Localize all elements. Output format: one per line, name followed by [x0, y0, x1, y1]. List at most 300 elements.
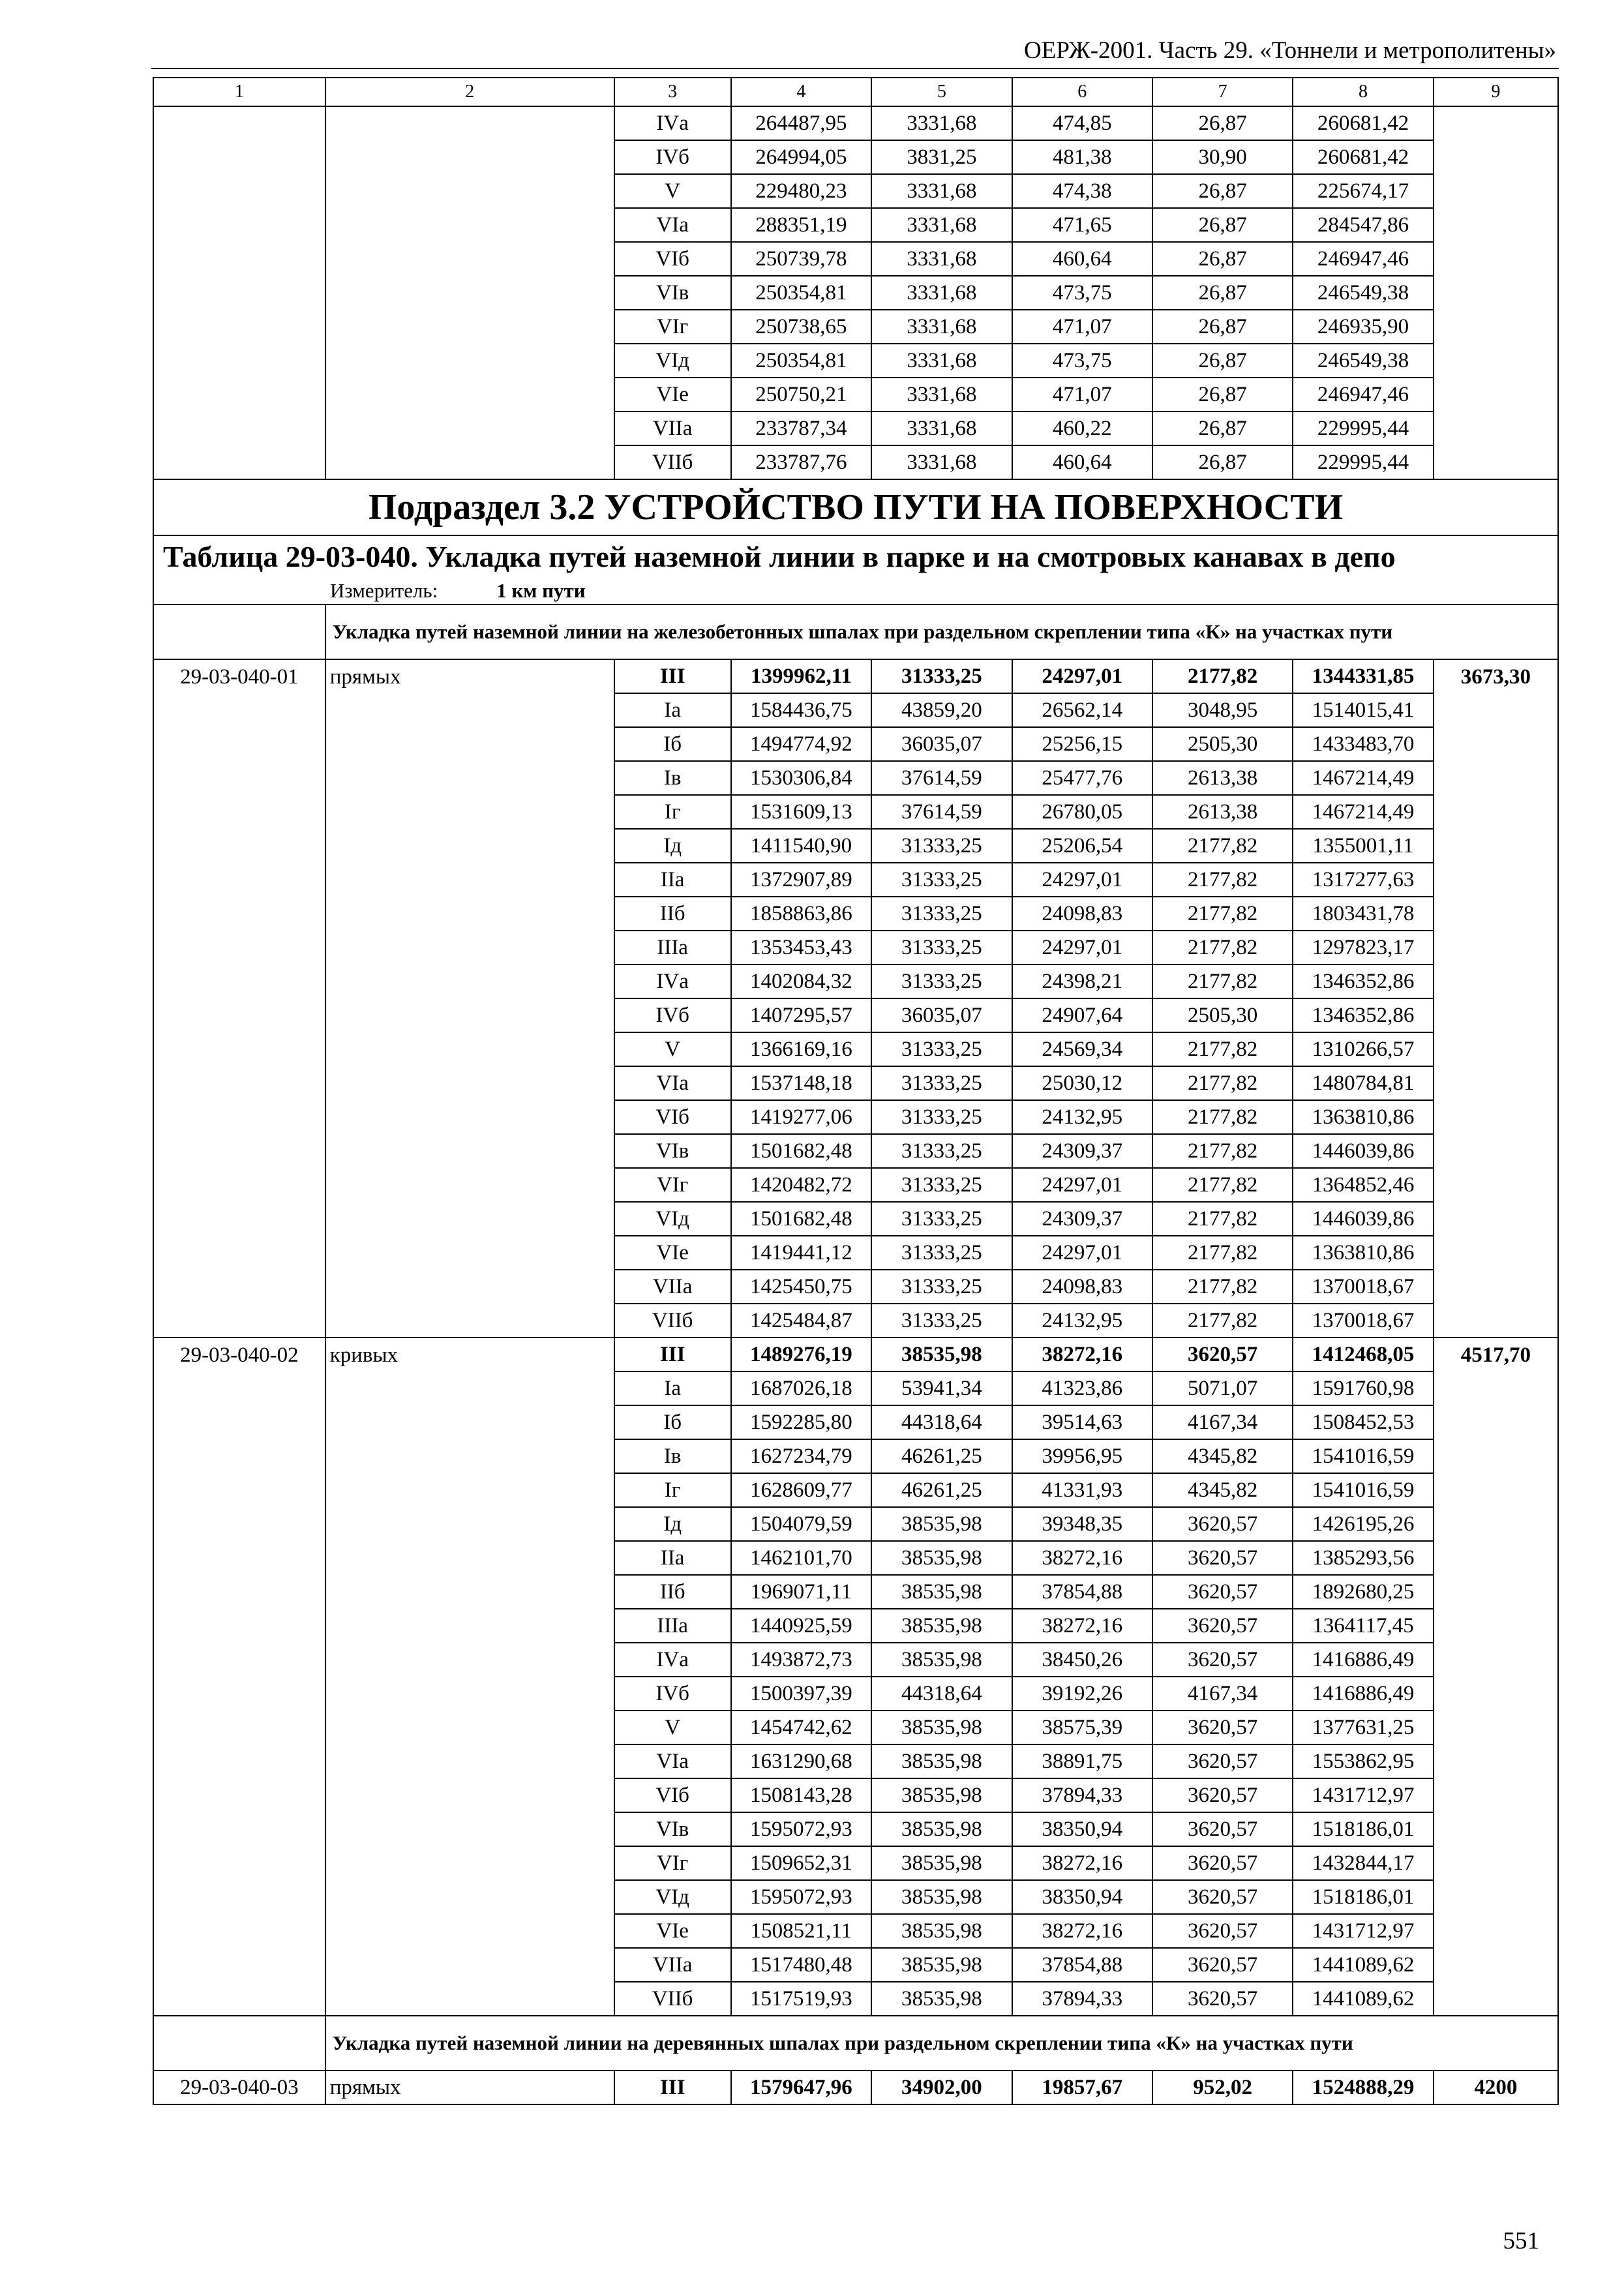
value-cell: 1631290,68	[731, 1744, 871, 1778]
value-cell: 2505,30	[1152, 998, 1293, 1032]
value-cell: 1514015,41	[1293, 693, 1433, 727]
value-cell: 3620,57	[1152, 1778, 1293, 1812]
value-cell: 4167,34	[1152, 1677, 1293, 1711]
value-cell: 260681,42	[1293, 106, 1433, 140]
col9-cell: 4517,70	[1434, 1338, 1558, 2016]
value-cell: 1531609,13	[731, 795, 871, 829]
value-cell: 1402084,32	[731, 965, 871, 998]
zone-cell: VIб	[614, 1100, 731, 1134]
code-cell	[153, 106, 325, 479]
value-cell: 1377631,25	[1293, 1711, 1433, 1744]
code-cell: 29-03-040-03	[153, 2071, 325, 2104]
zone-cell: IVа	[614, 106, 731, 140]
value-cell: 481,38	[1012, 140, 1152, 174]
value-cell: 2177,82	[1152, 965, 1293, 998]
value-cell: 38535,98	[871, 1778, 1012, 1812]
zone-cell: Iд	[614, 1507, 731, 1541]
table-row	[153, 106, 1558, 140]
value-cell: 1627234,79	[731, 1439, 871, 1473]
value-cell: 1501682,48	[731, 1202, 871, 1236]
value-cell: 1687026,18	[731, 1371, 871, 1405]
value-cell: 2177,82	[1152, 659, 1293, 693]
value-cell: 1346352,86	[1293, 965, 1433, 998]
value-cell: 26,87	[1152, 242, 1293, 276]
value-cell: 1504079,59	[731, 1507, 871, 1541]
value-cell: 1524888,29	[1293, 2071, 1433, 2104]
value-cell: 31333,25	[871, 1236, 1012, 1270]
zone-cell: VIб	[614, 1778, 731, 1812]
value-cell: 2177,82	[1152, 1168, 1293, 1202]
value-cell: 1480784,81	[1293, 1066, 1433, 1100]
value-cell: 473,75	[1012, 344, 1152, 378]
col9-cell: 3673,30	[1434, 659, 1558, 1338]
value-cell: III	[614, 2071, 731, 2104]
value-cell: 1501682,48	[731, 1134, 871, 1168]
value-cell: 1433483,70	[1293, 727, 1433, 761]
value-cell: 3620,57	[1152, 1541, 1293, 1575]
value-cell: 26562,14	[1012, 693, 1152, 727]
column-number: 7	[1152, 78, 1293, 106]
value-cell: 3331,68	[871, 344, 1012, 378]
zone-cell: V	[614, 1711, 731, 1744]
zone-cell: VIа	[614, 1744, 731, 1778]
value-cell: 3331,68	[871, 242, 1012, 276]
value-cell: 26,87	[1152, 445, 1293, 479]
value-cell: 1493872,73	[731, 1643, 871, 1677]
value-cell: 3620,57	[1152, 1575, 1293, 1609]
column-number: 3	[614, 78, 731, 106]
value-cell: 460,64	[1012, 242, 1152, 276]
value-cell: 250750,21	[731, 378, 871, 411]
value-cell: 1541016,59	[1293, 1473, 1433, 1507]
value-cell: 1370018,67	[1293, 1270, 1433, 1304]
value-cell: 1353453,43	[731, 931, 871, 965]
value-cell: 1518186,01	[1293, 1880, 1433, 1914]
zone-cell: VIе	[614, 378, 731, 411]
value-cell: 31333,25	[871, 659, 1012, 693]
value-cell: 26,87	[1152, 276, 1293, 310]
value-cell: 38535,98	[871, 1880, 1012, 1914]
blank-cell	[153, 2016, 325, 2071]
value-cell: 38535,98	[871, 1609, 1012, 1643]
value-cell: 1419441,12	[731, 1236, 871, 1270]
value-cell: 3331,68	[871, 411, 1012, 445]
zone-cell: VIIа	[614, 1948, 731, 1982]
value-cell: 2613,38	[1152, 761, 1293, 795]
value-cell: 1858863,86	[731, 897, 871, 931]
subsection-row	[153, 479, 1558, 535]
value-cell: 1892680,25	[1293, 1575, 1433, 1609]
value-cell: 24132,95	[1012, 1304, 1152, 1338]
value-cell: 24907,64	[1012, 998, 1152, 1032]
value-cell: 38535,98	[871, 1338, 1012, 1371]
value-cell: 38535,98	[871, 1982, 1012, 2016]
value-cell: 39956,95	[1012, 1439, 1152, 1473]
value-cell: 37894,33	[1012, 1778, 1152, 1812]
value-cell: 1537148,18	[731, 1066, 871, 1100]
value-cell: 1431712,97	[1293, 1778, 1433, 1812]
value-cell: 1441089,62	[1293, 1948, 1433, 1982]
value-cell: 1363810,86	[1293, 1100, 1433, 1134]
value-cell: 38535,98	[871, 1812, 1012, 1846]
running-header: ОЕРЖ-2001. Часть 29. «Тоннели и метрополитены»	[1024, 37, 1556, 64]
value-cell: 250739,78	[731, 242, 871, 276]
zone-cell: VIIб	[614, 1304, 731, 1338]
value-cell: 460,22	[1012, 411, 1152, 445]
value-cell: 37614,59	[871, 761, 1012, 795]
value-cell: 24098,83	[1012, 1270, 1152, 1304]
value-cell: 1363810,86	[1293, 1236, 1433, 1270]
value-cell: 39192,26	[1012, 1677, 1152, 1711]
value-cell: 1592285,80	[731, 1405, 871, 1439]
value-cell: 2177,82	[1152, 829, 1293, 863]
value-cell: 3620,57	[1152, 1507, 1293, 1541]
value-cell: 31333,25	[871, 1168, 1012, 1202]
zone-cell: Iа	[614, 693, 731, 727]
value-cell: 25477,76	[1012, 761, 1152, 795]
value-cell: 1416886,49	[1293, 1643, 1433, 1677]
value-cell: 37854,88	[1012, 1948, 1152, 1982]
value-cell: 3331,68	[871, 378, 1012, 411]
value-cell: 24309,37	[1012, 1134, 1152, 1168]
zone-cell: Iв	[614, 761, 731, 795]
value-cell: 1579647,96	[731, 2071, 871, 2104]
value-cell: 1407295,57	[731, 998, 871, 1032]
value-cell: 24297,01	[1012, 1168, 1152, 1202]
value-cell: 1467214,49	[1293, 761, 1433, 795]
value-cell: 233787,34	[731, 411, 871, 445]
table-title: Таблица 29-03-040. Укладка путей наземной линии в парке и на смотровых канавах в депо	[153, 535, 1558, 578]
zone-cell: VIIа	[614, 1270, 731, 1304]
value-cell: 37854,88	[1012, 1575, 1152, 1609]
value-cell: 38535,98	[871, 1711, 1012, 1744]
value-cell: 1518186,01	[1293, 1812, 1433, 1846]
value-cell: 26,87	[1152, 411, 1293, 445]
value-cell: 1412468,05	[1293, 1338, 1433, 1371]
value-cell: 3620,57	[1152, 1812, 1293, 1846]
value-cell: 25206,54	[1012, 829, 1152, 863]
zone-cell: Iв	[614, 1439, 731, 1473]
value-cell: 2177,82	[1152, 1236, 1293, 1270]
zone-cell: VIг	[614, 1846, 731, 1880]
value-cell: 36035,07	[871, 727, 1012, 761]
value-cell: 3620,57	[1152, 1609, 1293, 1643]
value-cell: 19857,67	[1012, 2071, 1152, 2104]
zone-cell: VIIб	[614, 445, 731, 479]
zone-cell: Iа	[614, 1371, 731, 1405]
value-cell: 3331,68	[871, 208, 1012, 242]
value-cell: 30,90	[1152, 140, 1293, 174]
value-cell: 3331,68	[871, 276, 1012, 310]
value-cell: 288351,19	[731, 208, 871, 242]
value-cell: 31333,25	[871, 897, 1012, 931]
value-cell: 38272,16	[1012, 1846, 1152, 1880]
value-cell: 38272,16	[1012, 1338, 1152, 1371]
zone-cell: III	[614, 1338, 731, 1371]
value-cell: 1969071,11	[731, 1575, 871, 1609]
zone-cell: VIд	[614, 1880, 731, 1914]
value-cell: 1317277,63	[1293, 863, 1433, 897]
value-cell: 1517519,93	[731, 1982, 871, 2016]
group-description: Укладка путей наземной линии на железобетонных шпалах при раздельном скреплении типа «К» на участках пути	[325, 605, 1558, 659]
value-cell: 3620,57	[1152, 1948, 1293, 1982]
column-number: 8	[1293, 78, 1433, 106]
value-cell: 2177,82	[1152, 897, 1293, 931]
price-table	[153, 77, 1559, 2105]
value-cell: 24297,01	[1012, 1236, 1152, 1270]
value-cell: 284547,86	[1293, 208, 1433, 242]
value-cell: 1595072,93	[731, 1880, 871, 1914]
zone-cell: Iб	[614, 1405, 731, 1439]
value-cell: 38535,98	[871, 1948, 1012, 1982]
column-number: 9	[1434, 78, 1558, 106]
value-cell: 31333,25	[871, 1134, 1012, 1168]
value-cell: 1517480,48	[731, 1948, 871, 1982]
zone-cell: VIа	[614, 1066, 731, 1100]
zone-cell: Iг	[614, 795, 731, 829]
value-cell: 38450,26	[1012, 1643, 1152, 1677]
zone-cell: VIд	[614, 344, 731, 378]
zone-cell: VIг	[614, 310, 731, 344]
value-cell: 24297,01	[1012, 659, 1152, 693]
zone-cell: V	[614, 1032, 731, 1066]
value-cell: 3620,57	[1152, 1711, 1293, 1744]
column-number: 5	[871, 78, 1012, 106]
value-cell: 31333,25	[871, 1066, 1012, 1100]
code-cell: 29-03-040-01	[153, 659, 325, 1338]
value-cell: 1441089,62	[1293, 1982, 1433, 2016]
value-cell: 4345,82	[1152, 1439, 1293, 1473]
value-cell: 3331,68	[871, 106, 1012, 140]
value-cell: 3620,57	[1152, 1982, 1293, 2016]
value-cell: 471,65	[1012, 208, 1152, 242]
value-cell: 38272,16	[1012, 1541, 1152, 1575]
value-cell: 1508143,28	[731, 1778, 871, 1812]
zone-cell: VIг	[614, 1168, 731, 1202]
value-cell: 26,87	[1152, 174, 1293, 208]
value-cell: 31333,25	[871, 1270, 1012, 1304]
value-cell: 46261,25	[871, 1473, 1012, 1507]
value-cell: 3620,57	[1152, 1914, 1293, 1948]
zone-cell: VIе	[614, 1236, 731, 1270]
value-cell: 38535,98	[871, 1914, 1012, 1948]
value-cell: 233787,76	[731, 445, 871, 479]
value-cell: 38535,98	[871, 1541, 1012, 1575]
value-cell: 24309,37	[1012, 1202, 1152, 1236]
value-cell: 38350,94	[1012, 1880, 1152, 1914]
subsection-title: Подраздел 3.2 УСТРОЙСТВО ПУТИ НА ПОВЕРХНОСТИ	[153, 479, 1558, 535]
value-cell: 246935,90	[1293, 310, 1433, 344]
value-cell: 38272,16	[1012, 1914, 1152, 1948]
column-number: 6	[1012, 78, 1152, 106]
value-cell: 1431712,97	[1293, 1914, 1433, 1948]
value-cell: 38575,39	[1012, 1711, 1152, 1744]
name-cell: кривых	[325, 1338, 614, 2016]
zone-cell: IVб	[614, 1677, 731, 1711]
value-cell: 31333,25	[871, 965, 1012, 998]
value-cell: 460,64	[1012, 445, 1152, 479]
zone-cell: IIа	[614, 1541, 731, 1575]
zone-cell: VIв	[614, 1134, 731, 1168]
value-cell: 229480,23	[731, 174, 871, 208]
value-cell: 38535,98	[871, 1744, 1012, 1778]
value-cell: 31333,25	[871, 863, 1012, 897]
value-cell: 3620,57	[1152, 1846, 1293, 1880]
value-cell: 1346352,86	[1293, 998, 1433, 1032]
value-cell: 1310266,57	[1293, 1032, 1433, 1066]
value-cell: 2177,82	[1152, 863, 1293, 897]
value-cell: 246549,38	[1293, 344, 1433, 378]
value-cell: 1416886,49	[1293, 1677, 1433, 1711]
value-cell: 264994,05	[731, 140, 871, 174]
value-cell: 2505,30	[1152, 727, 1293, 761]
zone-cell: VIд	[614, 1202, 731, 1236]
value-cell: 3620,57	[1152, 1880, 1293, 1914]
value-cell: 24398,21	[1012, 965, 1152, 998]
value-cell: 4167,34	[1152, 1405, 1293, 1439]
name-cell: прямых	[325, 2071, 614, 2104]
zone-cell: IIIа	[614, 931, 731, 965]
col9-cell	[1434, 106, 1558, 479]
value-cell: 31333,25	[871, 1202, 1012, 1236]
value-cell: 246947,46	[1293, 242, 1433, 276]
zone-cell: IVа	[614, 1643, 731, 1677]
value-cell: 1508452,53	[1293, 1405, 1433, 1439]
value-cell: 1489276,19	[731, 1338, 871, 1371]
value-cell: 1420482,72	[731, 1168, 871, 1202]
value-cell: 24297,01	[1012, 863, 1152, 897]
zone-cell: VIIа	[614, 411, 731, 445]
value-cell: 1297823,17	[1293, 931, 1433, 965]
page-number: 551	[1503, 2228, 1539, 2254]
value-cell: 2177,82	[1152, 1304, 1293, 1338]
value-cell: 474,85	[1012, 106, 1152, 140]
value-cell: 24297,01	[1012, 931, 1152, 965]
group-description-row	[153, 605, 1558, 659]
group-description-row	[153, 2016, 1558, 2071]
value-cell: 31333,25	[871, 1100, 1012, 1134]
value-cell: 260681,42	[1293, 140, 1433, 174]
value-cell: 3331,68	[871, 310, 1012, 344]
value-cell: 3620,57	[1152, 1744, 1293, 1778]
value-cell: 26,87	[1152, 208, 1293, 242]
value-cell: 2177,82	[1152, 1032, 1293, 1066]
value-cell: 229995,44	[1293, 445, 1433, 479]
zone-cell: VIа	[614, 208, 731, 242]
value-cell: 31333,25	[871, 931, 1012, 965]
value-cell: 1553862,95	[1293, 1744, 1433, 1778]
group-description: Укладка путей наземной линии на деревянных шпалах при раздельном скреплении типа «К» на участках пути	[325, 2016, 1558, 2071]
column-number: 2	[325, 78, 614, 106]
column-number-row	[153, 78, 1558, 106]
table-title-row	[153, 535, 1558, 578]
value-cell: 46261,25	[871, 1439, 1012, 1473]
value-cell: 24569,34	[1012, 1032, 1152, 1066]
value-cell: 1462101,70	[731, 1541, 871, 1575]
column-number: 4	[731, 78, 871, 106]
value-cell: 38535,98	[871, 1846, 1012, 1880]
measure-value: 1 км пути	[496, 579, 586, 602]
value-cell: 2177,82	[1152, 1134, 1293, 1168]
zone-cell: IVб	[614, 140, 731, 174]
value-cell: 225674,17	[1293, 174, 1433, 208]
value-cell: 3048,95	[1152, 693, 1293, 727]
value-cell: 1446039,86	[1293, 1134, 1433, 1168]
measure-row	[153, 578, 1558, 605]
value-cell: 1454742,62	[731, 1711, 871, 1744]
value-cell: 246549,38	[1293, 276, 1433, 310]
value-cell: 26,87	[1152, 378, 1293, 411]
value-cell: 1425450,75	[731, 1270, 871, 1304]
value-cell: 38535,98	[871, 1507, 1012, 1541]
value-cell: 41331,93	[1012, 1473, 1152, 1507]
blank-cell	[153, 605, 325, 659]
value-cell: 1364852,46	[1293, 1168, 1433, 1202]
value-cell: 1426195,26	[1293, 1507, 1433, 1541]
value-cell: 264487,95	[731, 106, 871, 140]
zone-cell: IIIа	[614, 1609, 731, 1643]
table-row	[153, 2071, 1558, 2104]
value-cell: 250354,81	[731, 276, 871, 310]
value-cell: 36035,07	[871, 998, 1012, 1032]
value-cell: 38272,16	[1012, 1609, 1152, 1643]
zone-cell: V	[614, 174, 731, 208]
value-cell: 1541016,59	[1293, 1439, 1433, 1473]
value-cell: 38891,75	[1012, 1744, 1152, 1778]
measure-cell	[153, 578, 1558, 605]
value-cell: 4345,82	[1152, 1473, 1293, 1507]
value-cell: 474,38	[1012, 174, 1152, 208]
value-cell: 1425484,87	[731, 1304, 871, 1338]
value-cell: 41323,86	[1012, 1371, 1152, 1405]
zone-cell: Iб	[614, 727, 731, 761]
value-cell: 1364117,45	[1293, 1609, 1433, 1643]
zone-cell: IIб	[614, 1575, 731, 1609]
value-cell: 2177,82	[1152, 1270, 1293, 1304]
measure-label: Измеритель:	[330, 579, 438, 602]
zone-cell: VIб	[614, 242, 731, 276]
value-cell: 31333,25	[871, 1304, 1012, 1338]
value-cell: 37894,33	[1012, 1982, 1152, 2016]
zone-cell: VIе	[614, 1914, 731, 1948]
value-cell: 1628609,77	[731, 1473, 871, 1507]
value-cell: 1584436,75	[731, 693, 871, 727]
value-cell: 26,87	[1152, 310, 1293, 344]
value-cell: 26780,05	[1012, 795, 1152, 829]
value-cell: 31333,25	[871, 1032, 1012, 1066]
table-row	[153, 1338, 1558, 1371]
value-cell: 38350,94	[1012, 1812, 1152, 1846]
value-cell: 2177,82	[1152, 931, 1293, 965]
zone-cell: III	[614, 659, 731, 693]
value-cell: 2177,82	[1152, 1100, 1293, 1134]
zone-cell: VIв	[614, 276, 731, 310]
value-cell: 1432844,17	[1293, 1846, 1433, 1880]
value-cell: 3331,68	[871, 174, 1012, 208]
value-cell: 1509652,31	[731, 1846, 871, 1880]
value-cell: 53941,34	[871, 1371, 1012, 1405]
value-cell: 1355001,11	[1293, 829, 1433, 863]
value-cell: 471,07	[1012, 378, 1152, 411]
value-cell: 24098,83	[1012, 897, 1152, 931]
value-cell: 31333,25	[871, 829, 1012, 863]
value-cell: 1344331,85	[1293, 659, 1433, 693]
value-cell: 1446039,86	[1293, 1202, 1433, 1236]
value-cell: 34902,00	[871, 2071, 1012, 2104]
value-cell: 39348,35	[1012, 1507, 1152, 1541]
value-cell: 24132,95	[1012, 1100, 1152, 1134]
value-cell: 1467214,49	[1293, 795, 1433, 829]
